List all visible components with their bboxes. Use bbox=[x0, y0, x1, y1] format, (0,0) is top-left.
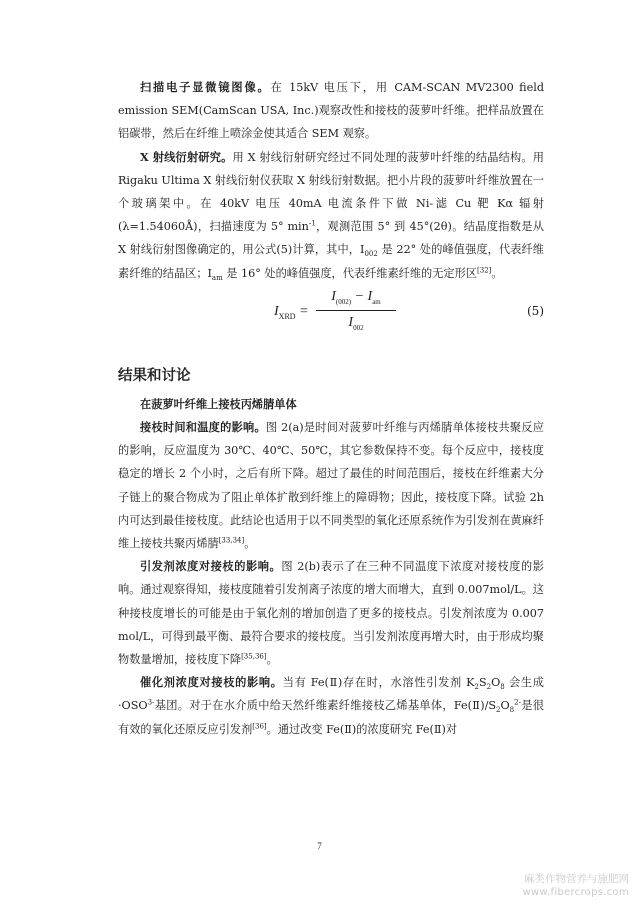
paragraph-lead: 接枝时间和温度的影响。 bbox=[140, 420, 266, 435]
subscript: 2 bbox=[486, 683, 492, 692]
equation-5 bbox=[118, 287, 544, 343]
equation-denominator bbox=[316, 313, 396, 333]
equation-fraction bbox=[316, 287, 396, 333]
paragraph-text: 在 15kV 电压下，用 CAM-SCAN MV2300 field emission SEM(CamScan USA, Inc.)观察改性和接枝的菠萝叶纤维。把样品放置在铝碳带，然后在纤维上喷涂金使其适合 SEM 观察。 bbox=[118, 81, 544, 141]
equation-operator: − bbox=[351, 288, 368, 304]
subscript: 2 bbox=[496, 706, 501, 715]
citation: [35,36] bbox=[241, 652, 267, 661]
paragraph-sem bbox=[118, 76, 544, 146]
document-body bbox=[118, 76, 544, 741]
paragraph-lead: 催化剂浓度对接枝的影响。 bbox=[140, 675, 283, 690]
paragraph-text: 是很有效的氧化还原反应引发剂 bbox=[118, 699, 544, 736]
paragraph-text: 是 16° 处的峰值强度，代表纤维素纤维的无定形区 bbox=[222, 266, 477, 280]
superscript: -1 bbox=[308, 219, 316, 228]
paragraph-initiator bbox=[118, 555, 544, 671]
paragraph-text: 基团。对于在水介质中给天然纤维素纤维接枝乙烯基单体，Fe(Ⅱ)/S bbox=[154, 699, 497, 713]
paragraph-text: 用 X 射线衍射研究经过不同处理的菠萝叶纤维的结晶结构。用 Rigaku Ultima X 射线衍射仪获取 X 射线衍射数据。把小片段的菠萝叶纤维放置在一个玻璃架中。在 40kV 电压 40mA 电流条件下做 Ni-滤 Cu 靶 Kα 辐射(λ=1.54060Å)，扫描速度为 5° min bbox=[118, 150, 544, 234]
paragraph-text: 。 bbox=[266, 653, 278, 667]
citation: [33,34] bbox=[218, 536, 245, 545]
citation: [32] bbox=[476, 265, 492, 274]
paragraph-text: 。 bbox=[491, 266, 503, 280]
equation-symbol: I bbox=[367, 288, 373, 304]
subsection-heading: 在菠萝叶纤维上接枝丙烯腈单体 bbox=[140, 397, 297, 411]
paragraph-text: S bbox=[478, 676, 487, 690]
equation-lhs: $I_{XRD}$ = bbox=[274, 303, 309, 321]
paragraph-text: 是 22° 处的峰值强度，代表纤维素纤维的结晶区；I bbox=[118, 243, 544, 280]
paragraph-text: 。通过改变 Fe(Ⅱ)的浓度研究 Fe(Ⅱ)对 bbox=[266, 722, 458, 736]
paragraph-text: 。 bbox=[244, 537, 256, 551]
section-heading: 结果和讨论 bbox=[118, 367, 191, 384]
subscript: am bbox=[211, 273, 223, 282]
fraction-bar bbox=[316, 310, 396, 311]
subscript: 002 bbox=[364, 250, 378, 259]
citation: [36] bbox=[252, 721, 267, 730]
equation-subscript: am bbox=[372, 297, 381, 306]
page-number: 7 bbox=[317, 841, 322, 851]
paragraph-text: O bbox=[500, 699, 510, 713]
paragraph-lead: 引发剂浓度对接枝的影响。 bbox=[140, 559, 282, 574]
paragraph-catalyst bbox=[118, 671, 544, 741]
paragraph-text: O bbox=[491, 676, 501, 690]
paragraph-text: 图 2(a)是时间对菠萝叶纤维与丙烯腈单体接枝共聚反应的影响，反应温度为 30℃、40℃、50℃，其它参数保持不变。每个反应中，接枝度稳定的增长 2 个小时，之后有所下降。超过了最佳的时间范围后，接枝在纤维素大分子链上的聚合物成为了阻止单体扩散到纤维上的障碍物；因此，接枝度下降。试验 2h 内可达到最佳接枝度。此结论也适用于以不同类型的氧化还原系统作为引发剂在黄麻纤维上接枝共聚丙烯腈 bbox=[118, 421, 544, 551]
equation-numerator bbox=[316, 287, 396, 307]
paragraph-time-temperature bbox=[118, 416, 544, 555]
equation-symbol: I bbox=[274, 303, 279, 319]
subscript: 8 bbox=[509, 706, 515, 715]
equation-symbol: I bbox=[348, 314, 354, 330]
equation-symbol: I bbox=[331, 288, 336, 304]
paragraph-text: 会生成 ·OSO bbox=[118, 676, 544, 713]
equation-subscript: (002) bbox=[335, 297, 352, 306]
equation-number: (5) bbox=[527, 303, 544, 318]
paragraph-lead: 扫描电子显微镜图像。 bbox=[140, 80, 271, 94]
subscript: 2 bbox=[474, 683, 479, 692]
paragraph-text: ，观测范围 5° 到 45°(2θ)。结晶度指数是从 X 射线衍射图像确定的，用公式(5)计算，其中，I bbox=[118, 220, 544, 257]
subscript: 8 bbox=[500, 683, 505, 692]
paragraph-lead: X 射线衍射研究。 bbox=[140, 149, 233, 164]
paragraph-xrd bbox=[118, 146, 544, 285]
paragraph-text: 当有 Fe(Ⅱ)存在时，水溶性引发剂 K bbox=[282, 676, 475, 690]
watermark-site-name: 麻类作物营养与施肥网 bbox=[524, 873, 629, 885]
paragraph-text: 图 2(b)表示了在三种不同温度下浓度对接枝度的影响。通过观察得知，接枝度随着引发剂离子浓度的增大而增大，直到 0.007mol/L。这种接枝度增长的可能是由于氧化剂的增加创造了更多的接枝点。引发剂浓度为 0.007 mol/L，可得到最平衡、最符合要求的接枝度。当引发剂浓度再增大时，由于形成均聚物数量增加，接枝度下降 bbox=[118, 560, 544, 667]
superscript: 2- bbox=[514, 698, 521, 707]
equation-subscript: XRD bbox=[278, 311, 296, 321]
watermark bbox=[523, 872, 630, 900]
superscript: 3- bbox=[147, 698, 155, 707]
equation-subscript: 002 bbox=[353, 323, 364, 332]
watermark-url: www.fibercrops.com bbox=[522, 887, 629, 898]
